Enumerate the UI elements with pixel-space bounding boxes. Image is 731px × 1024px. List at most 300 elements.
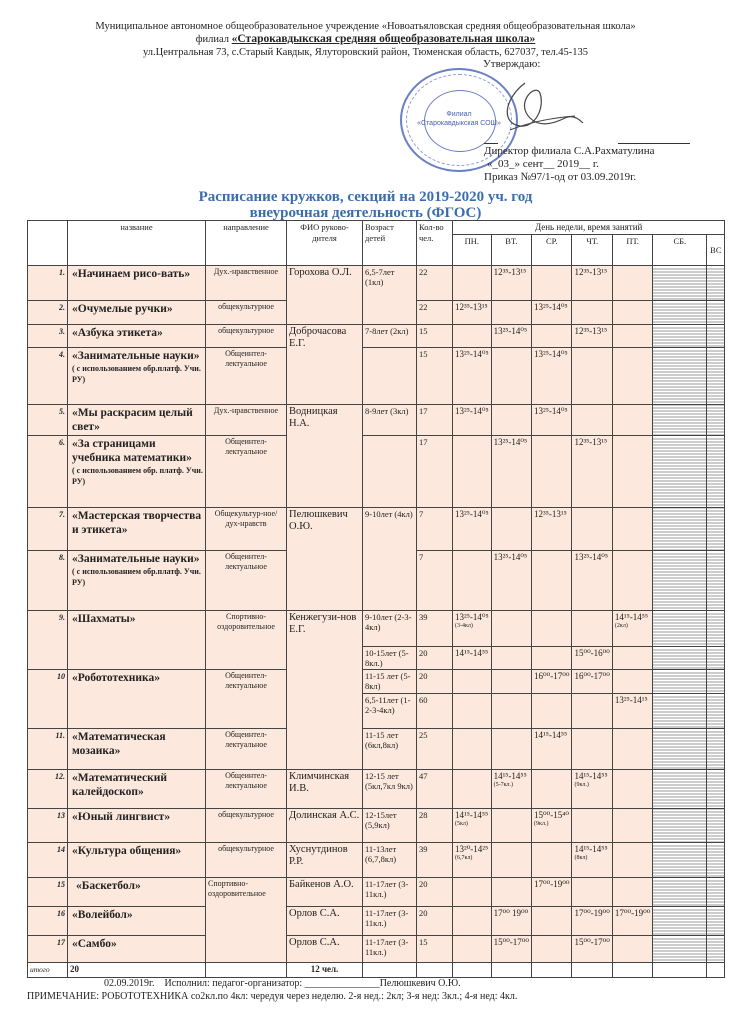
header-days: День недели, время занятий [453,221,725,235]
club-count: 20 [417,647,453,670]
club-direction: общекультурное [206,325,287,348]
time-sat [653,405,707,436]
club-direction: Спортивно-оздоровительное [206,611,287,670]
time-sat [653,878,707,907]
table-row [28,436,725,508]
time-wed [532,907,572,936]
club-leader: Доброчасова Е.Г. [287,325,363,405]
footer-executor-blank: _______________ [304,978,380,989]
time-thu [572,729,612,770]
total-empty [363,963,417,978]
time-sun [707,611,725,647]
club-age: 11-13лет (6,7,8кл) [363,843,417,878]
time-note: (3-4кл) [455,623,473,629]
club-name: «Шахматы» [68,611,206,670]
header-thu: ЧТ. [572,235,612,266]
time-fri: 17⁰⁰-19⁰⁰ [612,907,652,936]
club-name-note: ( с использованием обр.платф. Учи. РУ) [72,364,201,384]
club-age: 6,5-7лет (1кл) [363,266,417,325]
club-age: 11-17лет (3-11кл.) [363,878,417,907]
time-fri [612,611,652,647]
time-sun [707,436,725,508]
time-note: (6,7кл) [455,855,473,861]
time-fri [612,348,652,405]
time-wed [532,843,572,878]
club-age [363,436,417,508]
time-note: (9кл.) [534,821,549,827]
club-name [68,348,206,405]
time-thu: 16⁰⁰-17⁰⁰ [572,670,612,694]
branch-prefix: филиал [195,34,230,45]
total-empty [453,963,492,978]
total-empty [572,963,612,978]
time-wed: 17⁰⁰-19⁰⁰ [532,878,572,907]
club-direction: Общеинтел-лектуальное [206,670,287,729]
time-tue [491,508,531,551]
director-line: Директор филиала С.А.Рахматулина [484,145,655,157]
time-tue [491,647,531,670]
time-sat [653,729,707,770]
time-sun [707,694,725,729]
club-direction: Общеинтел-лектуальное [206,770,287,809]
row-num: 7. [28,508,68,551]
club-count: 17 [417,436,453,508]
time-tue [491,694,531,729]
time-thu: 15⁰⁰-16⁰⁰ [572,647,612,670]
club-direction: Дух.-нравственное [206,405,287,436]
time-thu [572,301,612,325]
time-tue: 13²⁵-14⁰⁵ [491,325,531,348]
time-wed [532,266,572,301]
time-thu: 13²⁵-14⁰⁵ [572,551,612,611]
time-note: (5кл) [455,821,468,827]
club-age: 10-15лет (5-8кл.) [363,647,417,670]
time-wed: 16⁰⁰-17⁰⁰ [532,670,572,694]
club-count: 20 [417,878,453,907]
time-sat [653,301,707,325]
club-age: 9-10лет (2-3-4кл) [363,611,417,647]
club-direction: Общеинтел-лектуальное [206,348,287,405]
time-fri [612,405,652,436]
time-note: (8кл) [574,855,588,861]
time-sat [653,647,707,670]
time-thu [572,770,612,809]
time-tue [491,729,531,770]
header-age: Возраст детей [363,221,417,266]
club-leader: Долинская А.С. [287,809,363,843]
header-sun-label: ВС [710,244,722,255]
signature-icon [495,78,585,138]
time-sat [653,694,707,729]
time-thu: 12³⁵-13¹⁵ [572,436,612,508]
time-fri [612,670,652,694]
time-sun [707,670,725,694]
time-sun [707,405,725,436]
time-sat [653,436,707,508]
club-leader: Горохова О.Л. [287,266,363,325]
table-row [28,936,725,963]
table-row [28,770,725,809]
time-thu [572,809,612,843]
time-wed: 13²⁵-14⁰⁵ [532,348,572,405]
time-fri [612,266,652,301]
time-tue [491,670,531,694]
total-empty [612,963,652,978]
time-sat [653,348,707,405]
header-fri: ПТ. [612,235,652,266]
org-line: Муниципальное автономное общеобразовательное учреждение «Новоатьяловская средняя общеобразовательная школа» [95,21,636,32]
club-direction: Общеинтел-лектуальное [206,551,287,611]
time-tue [491,301,531,325]
club-age: 7-8лет (2кл) [363,325,417,348]
time-thu [572,508,612,551]
time-value: 14¹⁵-14⁵⁵ [574,771,608,781]
time-sat [653,325,707,348]
table-row [28,809,725,843]
club-count: 22 [417,266,453,301]
club-age: 11-15 лет (6кл,8кл) [363,729,417,770]
time-fri [612,770,652,809]
time-fri [612,647,652,670]
time-sat [653,843,707,878]
time-mon: 13²⁵-14⁰⁵ [453,405,492,436]
time-sun [707,843,725,878]
time-mon [453,325,492,348]
club-age: 11-17лет (3-11кл.) [363,907,417,936]
club-leader: Климчинская И.В. [287,770,363,809]
time-thu [572,843,612,878]
footer-executor-label: Исполнил: педагог-организатор: [164,978,303,989]
header-count: Кол-во чел. [417,221,453,266]
time-sun [707,770,725,809]
time-value: 14¹⁵-14⁵⁵ [574,844,608,854]
club-name: «Культура общения» [68,843,206,878]
time-wed: 14¹⁵-14⁵⁵ [532,729,572,770]
order-line: Приказ №97/1-од от 03.09.2019г. [484,171,637,183]
row-num: 9. [28,611,68,670]
time-thu: 12³⁵-13¹⁵ [572,266,612,301]
time-tue [491,843,531,878]
time-sat [653,551,707,611]
time-fri: 13²⁵-14¹⁵ [612,694,652,729]
time-mon [453,907,492,936]
time-mon [453,551,492,611]
time-sun [707,729,725,770]
time-fri [612,729,652,770]
club-direction: Дух.-нравственное [206,266,287,301]
club-count: 22 [417,301,453,325]
table-row [28,508,725,551]
time-sun [707,809,725,843]
time-wed: 12³⁵-13¹⁵ [532,508,572,551]
club-count: 60 [417,694,453,729]
club-name [68,436,206,508]
time-fri [612,325,652,348]
club-name: «Начинаем рисо-вать» [68,266,206,301]
time-wed [532,936,572,963]
club-direction: Общеинтел-лектуальное [206,729,287,770]
club-name: «Азбука этикета» [68,325,206,348]
table-row [28,907,725,936]
row-num: 10 [28,670,68,729]
club-age [363,348,417,405]
club-count: 47 [417,770,453,809]
club-age: 12-15 лет (5кл,7кл 9кл) [363,770,417,809]
club-name: «Юный лингвист» [68,809,206,843]
club-direction: Общеинтел-лектуальное [206,436,287,508]
time-wed [532,770,572,809]
club-name: «Волейбол» [68,907,206,936]
time-tue: 17⁰⁰ 19⁰⁰ [491,907,531,936]
table-row [28,348,725,405]
club-direction: общекультурное [206,843,287,878]
time-sat [653,809,707,843]
club-count: 20 [417,670,453,694]
club-name: «Робототехника» [68,670,206,729]
club-age: 11-15 лет (5-8кл) [363,670,417,694]
time-sat [653,266,707,301]
total-label: итого [28,963,68,978]
time-mon [453,694,492,729]
time-mon [453,809,492,843]
branch-line [0,33,731,46]
time-sat [653,907,707,936]
time-fri [612,551,652,611]
time-tue: 12³⁵-13¹⁵ [491,266,531,301]
time-mon: 13²⁵-14⁰⁵ [453,508,492,551]
time-sat [653,936,707,963]
time-wed [532,809,572,843]
time-tue [491,770,531,809]
stamp-text: Филиал «Старокавдыкская СОШ» [417,111,501,127]
time-thu: 12³⁵-13¹⁵ [572,325,612,348]
time-sun [707,936,725,963]
time-tue [491,878,531,907]
branch-name: «Старокавдыкская средняя общеобразовательная школа» [231,33,536,45]
club-name-note: ( с использованием обр.платф. Учи. РУ) [72,567,201,587]
time-wed [532,647,572,670]
club-leader: Кенжегузи-нов Е.Г. [287,611,363,770]
club-age: 8-9лет (3кл) [363,405,417,436]
club-count: 17 [417,405,453,436]
time-tue [491,405,531,436]
signature-line-left [484,143,498,144]
time-mon [453,729,492,770]
table-row [28,878,725,907]
time-thu [572,878,612,907]
club-name-main: «Занимательные науки» [72,553,200,565]
time-sun [707,551,725,611]
time-tue: 15⁰⁰-17⁰⁰ [491,936,531,963]
time-note: (5-7кл.) [493,782,513,788]
club-age: 9-10лет (4кл) [363,508,417,611]
table-header-row [28,221,725,235]
row-num: 16 [28,907,68,936]
time-wed [532,551,572,611]
total-empty [653,963,707,978]
time-mon [453,436,492,508]
club-name: «Очумелые ручки» [68,301,206,325]
time-value: 14¹⁵-14⁵⁵ [614,612,649,622]
time-thu [572,611,612,647]
time-thu: 15⁰⁰-17⁰⁰ [572,936,612,963]
time-tue: 13²⁵-14⁰⁵ [491,551,531,611]
header-mon: ПН. [453,235,492,266]
club-age: 12-15лет (5,9кл) [363,809,417,843]
header-tue: ВТ. [491,235,531,266]
header-direction: направление [206,221,287,266]
club-age: 11-17лет (3-11кл.) [363,936,417,963]
page-title: Расписание кружков, секций на 2019-2020 уч. год [198,189,533,205]
club-direction: Общекультур-ное/дух-нравств [206,508,287,551]
time-sun [707,301,725,325]
club-name-note: ( с использованием обр. платф. Учи. РУ) [72,466,203,486]
total-empty [417,963,453,978]
time-sun [707,508,725,551]
time-tue: 13²⁵-14⁰⁵ [491,436,531,508]
time-wed: 13²⁵-14⁰⁵ [532,301,572,325]
time-sun [707,878,725,907]
time-mon: 12³⁵-13¹⁵ [453,301,492,325]
time-value: 14¹⁵-14⁵⁵ [493,771,527,781]
time-note: (9кл.) [574,782,589,788]
time-mon: 14¹⁵-14⁵⁵ [453,647,492,670]
club-name: «Математическая мозаика» [68,729,206,770]
time-mon: 13²⁵-14⁰⁵ [453,348,492,405]
club-count: 25 [417,729,453,770]
club-name: «Самбо» [68,936,206,963]
time-thu [572,694,612,729]
time-wed [532,611,572,647]
approve-date: «_03_» сент__ 2019__ г. [487,158,599,170]
address-line: ул.Центральная 73, с.Старый Кавдык, Ялуторовский район, Тюменская область, 627037, тел.45-135 [142,47,589,58]
footer-signoff [104,978,461,990]
club-count: 15 [417,325,453,348]
table-row [28,729,725,770]
row-num: 13 [28,809,68,843]
time-tue [491,348,531,405]
club-count: 20 [417,907,453,936]
row-num: 1. [28,266,68,301]
club-name: «Мы раскрасим целый свет» [68,405,206,436]
total-row [28,963,725,978]
time-sat [653,611,707,647]
time-fri [612,436,652,508]
footer-note: ПРИМЕЧАНИЕ: РОБОТОТЕХНИКА со2кл.по 4кл: чередуя через неделю. 2-я нед.: 2кл; 3-я нед: 3кл.; 4-я нед: 4кл. [27,991,518,1002]
time-fri [612,809,652,843]
time-fri [612,843,652,878]
header-leader: ФИО руково-дителя [287,221,363,266]
time-sat [653,670,707,694]
club-count: 39 [417,611,453,647]
row-num: 12. [28,770,68,809]
header-sun [707,235,725,266]
time-fri [612,878,652,907]
time-sun [707,907,725,936]
club-age: 6,5-11лет (1-2-3-4кл) [363,694,417,729]
club-name-main: «За страницами учебника математики» [72,438,192,464]
total-empty [532,963,572,978]
time-mon [453,670,492,694]
time-mon [453,878,492,907]
club-name: «Мастерская творчества и этикета» [68,508,206,551]
time-value: 14¹⁵-14⁵⁵ [455,810,489,820]
club-direction: общекультурное [206,301,287,325]
time-sun [707,266,725,301]
header-sat: СБ. [653,235,707,266]
time-sun [707,325,725,348]
row-num: 8. [28,551,68,611]
table-row [28,325,725,348]
club-leader: Орлов С.А. [287,936,363,963]
club-name: «Баскетбол» [68,878,206,907]
header-num [28,221,68,266]
time-sun [707,647,725,670]
time-mon [453,611,492,647]
club-direction: Спортивно-оздоровительное [206,878,287,963]
time-sat [653,508,707,551]
club-leader: Пелюшкевич О.Ю. [287,508,363,611]
header-wed: СР. [532,235,572,266]
club-count: 15 [417,348,453,405]
time-tue [491,611,531,647]
time-mon [453,266,492,301]
time-mon [453,770,492,809]
table-row [28,843,725,878]
time-thu: 17⁰⁰-19⁰⁰ [572,907,612,936]
time-wed: 13²⁵-14⁰⁵ [532,405,572,436]
row-num: 4. [28,348,68,405]
club-name-main: «Занимательные науки» [72,350,200,362]
time-value: 15⁰⁰-15⁴⁰ [534,810,569,820]
row-num: 17 [28,936,68,963]
table-row [28,266,725,301]
time-value: 13²⁵-14⁰⁵ [455,612,489,622]
total-people: 12 чел. [287,963,363,978]
time-note: (2кл) [614,623,628,629]
time-value: 13²⁰-14²⁵ [455,844,489,854]
club-count: 39 [417,843,453,878]
row-num: 2. [28,301,68,325]
total-empty [707,963,725,978]
time-fri [612,936,652,963]
footer-date: 02.09.2019г. [104,978,155,989]
row-num: 6. [28,436,68,508]
time-thu [572,348,612,405]
total-clubs: 20 [68,963,206,978]
header-name: название [68,221,206,266]
club-name [68,551,206,611]
time-thu [572,405,612,436]
row-num: 11. [28,729,68,770]
approve-label: Утверждаю: [483,58,541,70]
schedule-table [27,220,725,978]
club-leader: Байкенов А.О. [287,878,363,907]
time-fri [612,508,652,551]
row-num: 14 [28,843,68,878]
signature-line-right [618,143,690,144]
club-leader: Орлов С.А. [287,907,363,936]
table-row [28,670,725,694]
time-sun [707,348,725,405]
time-wed [532,325,572,348]
club-leader: Хуснутдинов Р.Р. [287,843,363,878]
table-row [28,611,725,647]
club-count: 7 [417,508,453,551]
page-subtitle: внеурочная деятельность (ФГОС) [249,205,482,221]
time-wed [532,436,572,508]
time-fri [612,301,652,325]
